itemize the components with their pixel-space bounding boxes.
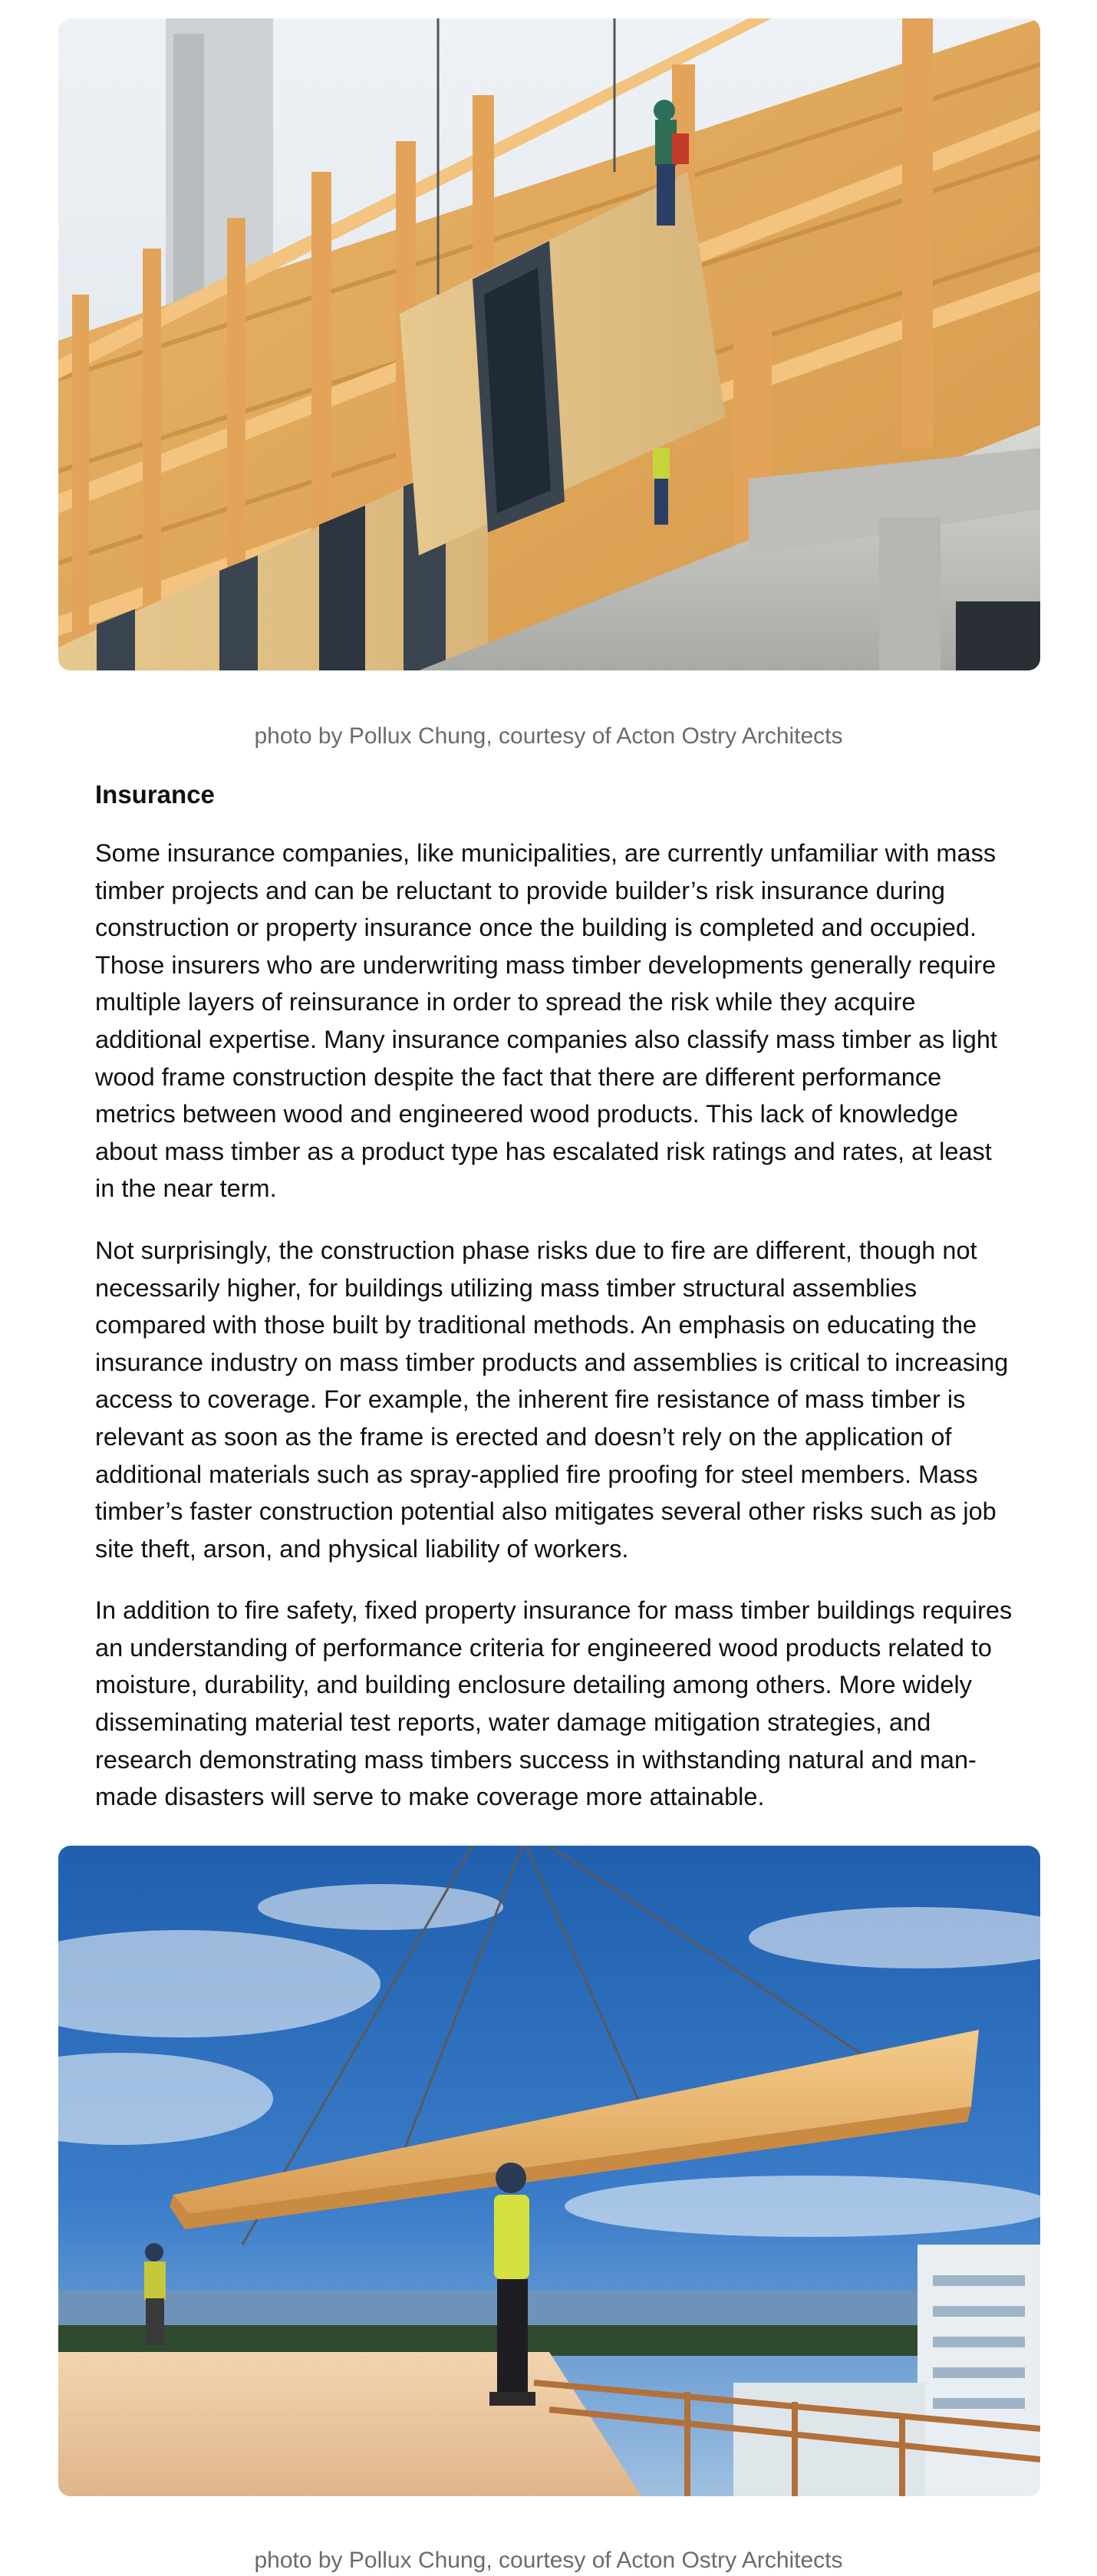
timber-building-construction-photo (58, 18, 1040, 670)
photo-caption: photo by Pollux Chung, courtesy of Acton Ostry Architects (254, 2548, 843, 2573)
photo-caption: photo by Pollux Chung, courtesy of Acton Ostry Architects (254, 723, 843, 749)
section-heading: Insurance (95, 780, 215, 809)
article-paragraph: In addition to fire safety, fixed property insurance for mass timber buildings requires an understanding of performance criteria for engineered wood products related to moisture, durability, and building enclosure detailing among others. More widely disseminating material test reports, water damage mitigation strategies, and research demonstrating mass timbers success in withstanding natural and man-made disasters will serve to make coverage more attainable. (95, 1596, 1013, 1811)
article-paragraph: Not surprisingly, the construction phase risks due to fire are different, though not necessarily higher, for buildings utilizing mass timber structural assemblies compared with those built by traditional methods. An emphasis on educating the insurance industry on mass timber products and assemblies is critical to increasing access to coverage. For example, the inherent fire resistance of mass timber is relevant as soon as the frame is erected and doesn’t rely on the application of additional materials such as spray-applied fire proofing for steel members. Mass timber’s faster construction potential also mitigates several other risks such as job site theft, arson, and physical liability of workers. (95, 1236, 1009, 1563)
article-paragraph: Some insurance companies, like municipalities, are currently unfamiliar with mass timber projects and can be reluctant to provide builder’s risk insurance during construction or property insurance once the building is completed and occupied. Those insurers who are underwriting mass timber developments generally require multiple layers of reinsurance in order to spread the risk while they acquire additional expertise. Many insurance companies also classify mass timber as light wood frame construction despite the fact that there are different performance metrics between wood and engineered wood products. This lack of knowledge about mass timber as a product type has escalated risk ratings and rates, at least in the near term. (95, 839, 997, 1203)
crane-lifting-timber-panel-photo (58, 1846, 1040, 2496)
article-section (95, 778, 1016, 1840)
